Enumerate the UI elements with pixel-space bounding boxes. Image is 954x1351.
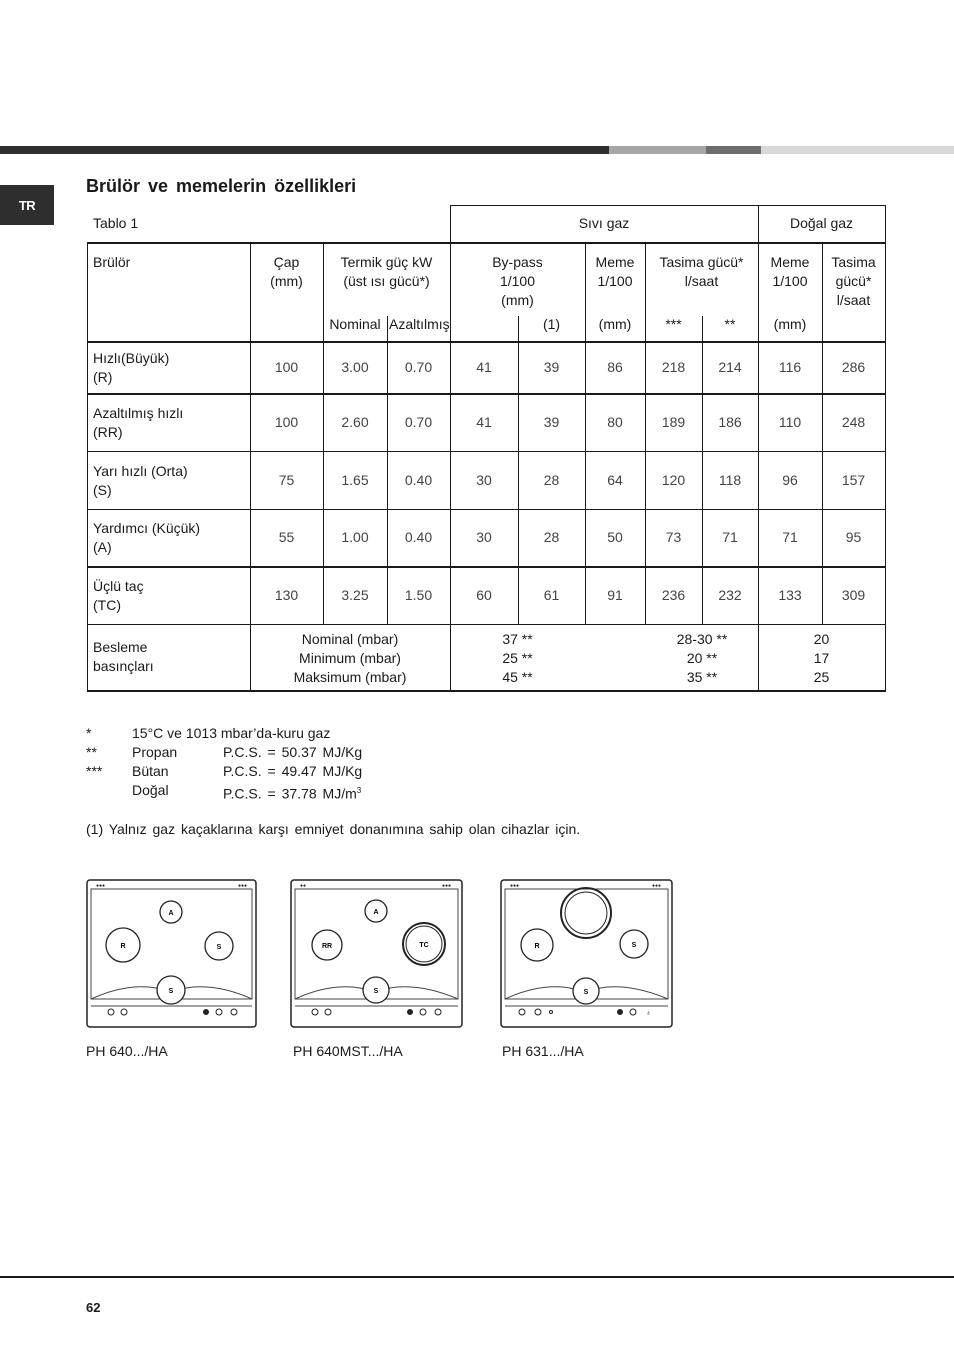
table-cell: 60 [476, 587, 492, 603]
table-cell: 189 [661, 414, 686, 430]
burner-label: S [631, 942, 637, 949]
pressure-natural: 20 17 25 [813, 631, 830, 685]
footer-rule [0, 1276, 954, 1278]
hob-diagram-ph631 [500, 878, 674, 1030]
table-cell: 157 [841, 471, 866, 488]
table-cell: 28 [543, 471, 560, 488]
table-cell: 3.25 [341, 587, 369, 603]
burner-name: Üçlü taç (TC) [93, 578, 144, 613]
group-natural-gas: Doğal gaz [789, 215, 854, 231]
table-cell: 30 [476, 471, 492, 488]
table-cell: 28 [543, 529, 560, 545]
burner-name: Hızlı(Büyük) (R) [93, 350, 170, 385]
footnote-text: 15°C ve 1013 mbar’da-kuru gaz [132, 725, 331, 741]
table-cell: 120 [661, 471, 686, 488]
hob-model-label: PH 640MST.../HA [293, 1043, 403, 1059]
svg-text:●●●: ●●● [96, 883, 106, 889]
footnote-text: P.C.S. = 49.47 MJ/Kg [223, 763, 363, 779]
header-diameter: Çap (mm) [270, 254, 303, 289]
table-cell: 75 [278, 471, 295, 488]
header-nozzle-lpg-unit: (mm) [598, 316, 632, 332]
header-flow-butane: *** [665, 316, 682, 332]
table-cell: 286 [841, 359, 866, 375]
table-cell: 64 [607, 471, 623, 488]
section-title: Brülör ve memelerin özellikleri [86, 176, 357, 196]
table-cell: 100 [274, 359, 299, 375]
table-cell: 39 [543, 359, 560, 375]
table-cell: 1.65 [341, 471, 369, 488]
table-cell: 0.70 [404, 359, 433, 375]
footnote-mark: * [86, 725, 92, 741]
table-cell: 110 [778, 414, 802, 430]
table-cell: 214 [718, 359, 742, 375]
table-cell: 30 [476, 529, 492, 545]
svg-text:●●●: ●●● [238, 883, 248, 889]
burner-name: Yardımcı (Küçük) (A) [93, 520, 201, 555]
table-cell: 1.00 [341, 529, 369, 545]
table-cell: 133 [778, 587, 802, 603]
header-flow-lpg: Tasima gücü* l/saat [659, 254, 744, 289]
table-cell: 232 [718, 587, 742, 603]
table-cell: 41 [476, 414, 492, 430]
header-nozzle-ng: Meme 1/100 [770, 254, 810, 289]
burner-label: RR [321, 943, 333, 950]
table-cell: 2.60 [341, 414, 369, 430]
footnote-gas: Doğal [132, 782, 169, 798]
table-cell: 86 [607, 359, 623, 375]
pressure-propane: 28-30 ** 20 ** 35 ** [676, 631, 728, 685]
header-nominal: Nominal [329, 316, 381, 332]
table-cell: 95 [845, 529, 862, 545]
burner-label: R [120, 943, 126, 950]
footnote-mark: *** [86, 763, 103, 779]
pressure-row-name: Besleme basınçları [93, 639, 154, 674]
svg-text:●●●: ●●● [652, 883, 662, 889]
header-bar-light [761, 146, 954, 154]
table-cell: 39 [543, 414, 560, 430]
svg-text:♁: ♁ [646, 1010, 652, 1017]
header-bar-mid [609, 146, 706, 154]
table-cell: 96 [782, 471, 798, 488]
burner-label: A [168, 910, 174, 917]
burner-label: A [373, 909, 379, 916]
table-cell: 248 [841, 414, 866, 430]
pressure-labels: Nominal (mbar) Minimum (mbar) Maksimum (mbar) [293, 631, 407, 685]
table-cell: 41 [476, 359, 492, 375]
header-burner: Brülör [93, 254, 131, 270]
table-cell: 1.50 [404, 587, 433, 603]
burner-label: S [168, 988, 174, 995]
header-bar-dark [0, 146, 609, 154]
language-tab: TR [0, 185, 54, 225]
header-reduced: Azaltılmış [389, 316, 450, 332]
burner-label: S [373, 988, 379, 995]
header-flow-ng: Tasima gücü* l/saat [831, 254, 876, 308]
table-cell: 218 [661, 359, 686, 375]
header-nozzle-ng-unit: (mm) [773, 316, 807, 332]
footnote-gas: Propan [132, 744, 178, 760]
table-cell: 186 [718, 414, 742, 430]
table-cell: 71 [782, 529, 798, 545]
svg-text:●●●: ●●● [510, 883, 520, 889]
table-cell: 118 [718, 471, 742, 488]
table-cell: 71 [722, 529, 738, 545]
svg-text:●●: ●● [300, 883, 307, 889]
table-cell: 80 [607, 414, 623, 430]
table-cell: 116 [778, 359, 802, 375]
burner-label: R [534, 943, 540, 950]
burner-label: TC [419, 942, 429, 949]
page-number: 62 [86, 1300, 101, 1315]
burner-label: S [583, 989, 589, 996]
header-bypass: By-pass 1/100 (mm) [492, 254, 543, 308]
footnote-gas: Bütan [132, 763, 169, 779]
burner-name: Yarı hızlı (Orta) (S) [93, 462, 188, 498]
safety-note: (1) Yalnız gaz kaçaklarına karşı emniyet donanımına sahip olan cihazlar için. [86, 821, 581, 837]
table-cell: 0.40 [404, 529, 433, 545]
header-thermal-power: Termik güç kW (üst ısı gücü*) [340, 254, 433, 289]
table-cell: 91 [607, 587, 623, 603]
table-cell: 0.40 [404, 471, 433, 488]
burner-label: S [216, 944, 222, 951]
header-bar-darkgray [706, 146, 761, 154]
table-cell: 61 [543, 587, 560, 603]
table-cell: 130 [274, 587, 299, 603]
hob-model-label: PH 631.../HA [502, 1043, 584, 1059]
hob-diagram-ph640 [86, 878, 258, 1030]
table-cell: 0.70 [404, 414, 433, 430]
table-cell: 100 [274, 414, 299, 430]
hob-model-label: PH 640.../HA [86, 1043, 168, 1059]
footnote-text: P.C.S. = 37.78 $MJ/m^3$ [223, 785, 362, 802]
table-cell: 236 [661, 587, 686, 603]
table-cell: 73 [665, 529, 682, 545]
table-cell: 50 [607, 529, 623, 545]
burner-name: Azaltılmış hızlı (RR) [93, 405, 184, 440]
table-cell: 3.00 [341, 359, 369, 375]
pressure-butane: 37 ** 25 ** 45 ** [502, 631, 533, 685]
table-caption: Tablo 1 [93, 215, 139, 231]
table-cell: 55 [278, 529, 295, 545]
hob-diagram-ph640mst [290, 878, 464, 1030]
table-cell: 309 [841, 587, 866, 603]
header-nozzle-lpg: Meme 1/100 [595, 254, 635, 289]
svg-text:●●●: ●●● [442, 883, 452, 889]
footnote-text: P.C.S. = 50.37 MJ/Kg [223, 744, 363, 760]
group-liquid-gas: Sıvı gaz [578, 215, 630, 231]
footnote-mark: ** [86, 744, 97, 760]
header-bypass-note: (1) [542, 316, 561, 332]
header-flow-propane: ** [724, 316, 736, 332]
